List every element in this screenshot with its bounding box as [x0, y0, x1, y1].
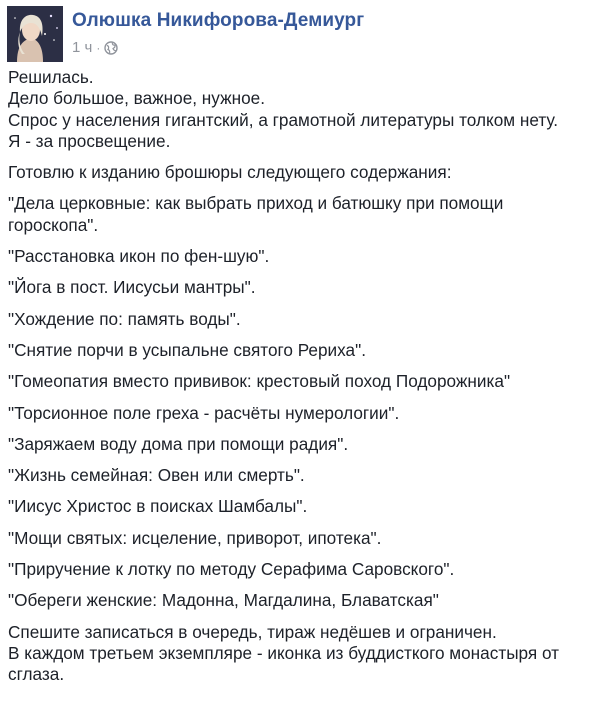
brochure-title: "Йога в пост. Иисусьи мантры". [8, 277, 256, 298]
brochure-title: "Расстановка икон по фен-шую". [8, 246, 270, 267]
brochure-title: "Заряжаем воду дома при помощи радия". [8, 433, 349, 454]
text-line: Дело большое, важное, нужное. [8, 88, 265, 109]
announcement-paragraph: Готовлю к изданию брошюры следующего содержания: [8, 162, 452, 183]
brochure-title: "Дела церковные: как выбрать приход и батюшку при помощи гороскопа". [8, 193, 504, 235]
text-line: Спрос у населения гигантский, а грамотной литературы толком нету. [8, 109, 559, 130]
text-line: Спешите записаться в очередь, тираж недёшев и ограничен. [8, 621, 497, 642]
brochure-title: "Мощи святых: исцеление, приворот, ипотека". [8, 527, 382, 548]
meta-separator: · [96, 40, 101, 55]
globe-icon[interactable] [104, 41, 118, 55]
author-name-link[interactable]: Олюшка Никифорова-Демиург [72, 10, 365, 31]
brochure-title: "Обереги женские: Мадонна, Магдалина, Блаватская" [8, 590, 439, 611]
brochure-title: "Торсионное поле греха - расчёты нумерологии". [8, 402, 400, 423]
brochure-title: "Приручение к лотку по методу Серафима Саровского". [8, 559, 455, 580]
intro-paragraph [8, 67, 592, 152]
brochure-title: "Гомеопатия вместо прививок: крестовый поход Подорожника" [8, 371, 511, 392]
brochure-title: "Хождение по: память воды". [8, 308, 241, 329]
brochure-title: "Жизнь семейная: Овен или смерть". [8, 465, 305, 486]
text-line: Я - за просвещение. [8, 130, 171, 151]
post-meta [72, 39, 118, 56]
text-line: Решилась. [8, 67, 94, 87]
avatar-image [7, 6, 63, 62]
avatar[interactable] [7, 6, 63, 62]
text-line: В каждом третьем экземпляре - иконка из буддисткого монастыря от сглаза. [8, 642, 560, 685]
post-header [7, 6, 593, 64]
post-timestamp[interactable]: 1 ч [72, 39, 93, 56]
outro-paragraph [8, 622, 592, 686]
brochure-title: "Снятие порчи в усыпальне святого Рериха". [8, 339, 366, 360]
post-text [8, 67, 592, 696]
brochure-title: "Иисус Христос в поисках Шамбалы". [8, 496, 308, 517]
